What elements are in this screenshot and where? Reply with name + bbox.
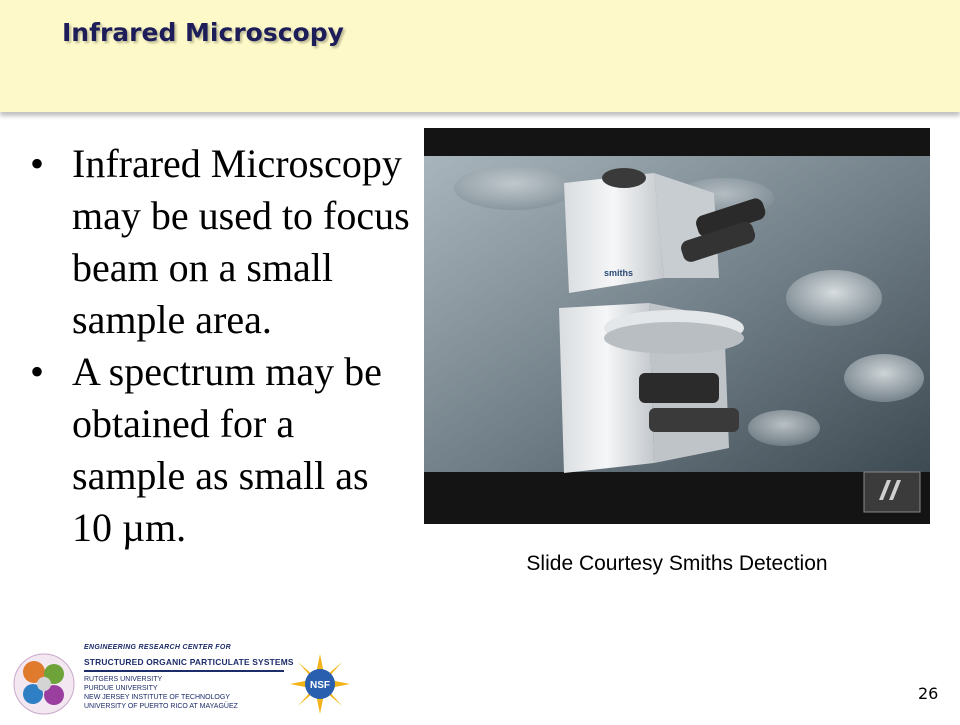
bullet-marker: •	[30, 349, 45, 394]
photo-caption: Slide Courtesy Smiths Detection	[526, 552, 828, 575]
university-item: RUTGERS UNIVERSITY	[84, 676, 163, 683]
university-item: NEW JERSEY INSTITUTE OF TECHNOLOGY	[84, 694, 230, 701]
erc-footer	[84, 644, 294, 711]
bullet-item	[30, 138, 415, 346]
bullet-text: Infrared Microscopy may be used to focus beam on a small sample area.	[72, 141, 410, 342]
erc-line2: STRUCTURED ORGANIC PARTICULATE SYSTEMS	[84, 657, 294, 667]
page-number: 26	[918, 684, 939, 703]
tablet-shape	[454, 166, 574, 210]
bullet-item	[30, 346, 415, 554]
erc-line1: ENGINEERING RESEARCH CENTER FOR	[84, 644, 231, 651]
erc-divider	[84, 670, 284, 672]
microscope-photo	[424, 128, 930, 524]
nsf-logo	[290, 654, 350, 714]
bullet-list	[30, 138, 415, 554]
title-bar	[0, 0, 960, 112]
sopsyst-logo	[8, 648, 80, 720]
university-item: PURDUE UNIVERSITY	[84, 685, 158, 692]
slide-title: Infrared Microscopy	[62, 18, 344, 47]
bullet-marker: •	[30, 141, 45, 186]
microscope-image	[424, 128, 930, 524]
tablet-shape	[748, 410, 820, 446]
tablet-shape	[844, 354, 924, 402]
university-item: UNIVERSITY OF PUERTO RICO AT MAYAGÜEZ	[84, 703, 238, 710]
brand-label: smiths	[604, 268, 634, 278]
tablet-shape	[786, 270, 882, 326]
corner-logo	[864, 472, 920, 512]
bullet-text: A spectrum may be obtained for a sample as small as 10 µm.	[72, 349, 382, 550]
nsf-label: NSF	[310, 680, 330, 691]
